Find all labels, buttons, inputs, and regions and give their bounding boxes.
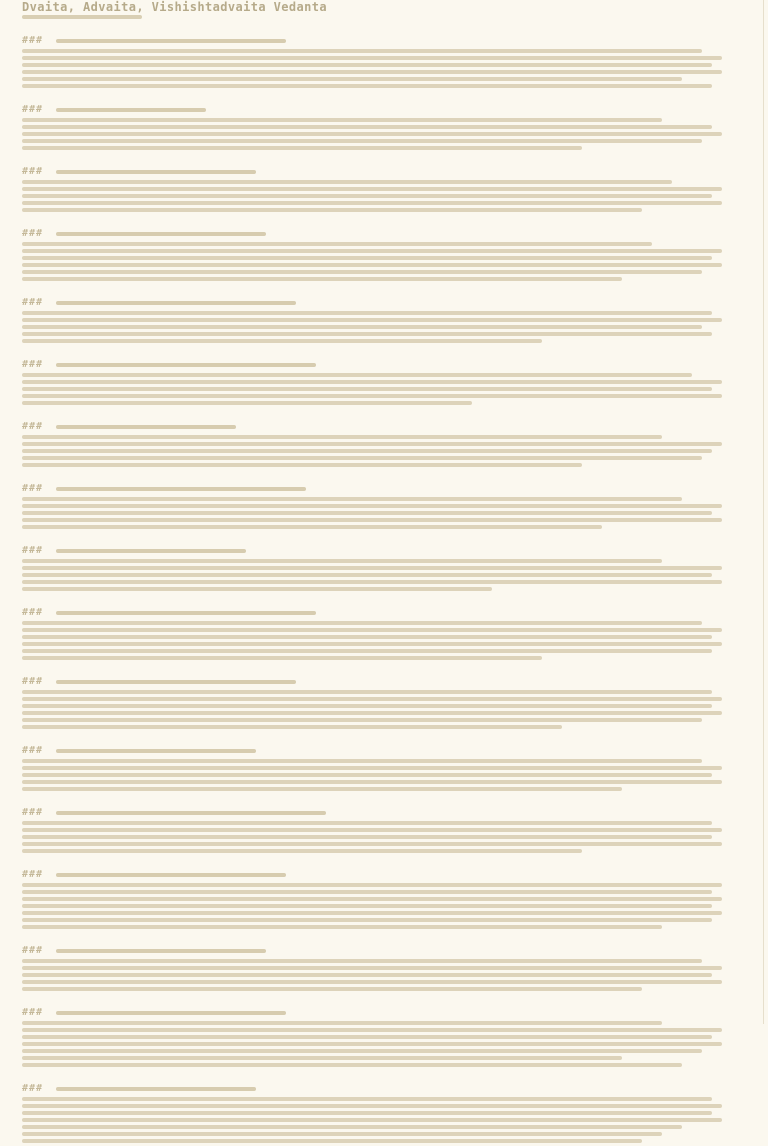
section-paragraph (22, 959, 722, 991)
illegible-text-line (22, 890, 712, 894)
heading-marker: ### (22, 483, 51, 494)
illegible-text-line (22, 518, 722, 522)
illegible-text-line (22, 711, 722, 715)
illegible-text-line (22, 401, 472, 405)
illegible-text-line (22, 339, 542, 343)
illegible-heading-text (56, 232, 266, 236)
illegible-text-line (22, 70, 722, 74)
section-paragraph (22, 118, 722, 150)
heading-marker: ### (22, 297, 51, 308)
illegible-text-line (22, 208, 642, 212)
illegible-text-line (22, 1035, 712, 1039)
illegible-text-line (22, 456, 702, 460)
section-heading (22, 808, 722, 817)
illegible-text-line (22, 966, 722, 970)
section-10 (22, 608, 722, 660)
illegible-text-line (22, 1132, 662, 1136)
illegible-text-line (22, 194, 712, 198)
heading-marker: ### (22, 228, 51, 239)
heading-marker: ### (22, 676, 51, 687)
illegible-text-line (22, 759, 702, 763)
illegible-text-line (22, 380, 722, 384)
illegible-text-line (22, 132, 722, 136)
illegible-text-line (22, 787, 622, 791)
illegible-heading-text (56, 425, 236, 429)
illegible-text-line (22, 146, 582, 150)
illegible-text-line (22, 559, 662, 563)
illegible-text-line (22, 980, 722, 984)
section-15 (22, 946, 722, 991)
illegible-text-line (22, 504, 722, 508)
section-paragraph (22, 180, 722, 212)
illegible-text-line (22, 387, 712, 391)
illegible-text-line (22, 63, 712, 67)
section-paragraph (22, 1097, 722, 1143)
section-heading (22, 36, 722, 45)
illegible-heading-text (56, 873, 286, 877)
illegible-text-line (22, 263, 722, 267)
illegible-text-line (22, 525, 602, 529)
illegible-text-line (22, 77, 682, 81)
illegible-text-line (22, 1028, 722, 1032)
illegible-text-line (22, 1097, 712, 1101)
section-14 (22, 870, 722, 929)
section-3 (22, 167, 722, 212)
illegible-text-line (22, 566, 722, 570)
illegible-text-line (22, 449, 712, 453)
heading-marker: ### (22, 607, 51, 618)
illegible-text-line (22, 270, 702, 274)
illegible-text-line (22, 642, 722, 646)
section-heading (22, 546, 722, 555)
illegible-text-line (22, 925, 662, 929)
section-13 (22, 808, 722, 853)
section-6 (22, 360, 722, 405)
illegible-text-line (22, 201, 722, 205)
section-11 (22, 677, 722, 729)
heading-marker: ### (22, 359, 51, 370)
section-7 (22, 422, 722, 467)
illegible-heading-text (56, 301, 296, 305)
illegible-heading-text (56, 680, 296, 684)
illegible-text-line (22, 56, 722, 60)
illegible-text-line (22, 987, 642, 991)
heading-marker: ### (22, 945, 51, 956)
section-paragraph (22, 311, 722, 343)
illegible-text-line (22, 187, 722, 191)
heading-marker: ### (22, 869, 51, 880)
illegible-text-line (22, 1021, 662, 1025)
section-heading (22, 1084, 722, 1093)
illegible-text-line (22, 277, 622, 281)
illegible-text-line (22, 656, 542, 660)
illegible-heading-text (56, 611, 316, 615)
illegible-text-line (22, 849, 582, 853)
illegible-text-line (22, 1118, 722, 1122)
heading-marker: ### (22, 104, 51, 115)
section-heading (22, 484, 722, 493)
heading-marker: ### (22, 1007, 51, 1018)
section-heading (22, 1008, 722, 1017)
illegible-text-line (22, 1125, 682, 1129)
illegible-text-line (22, 1139, 642, 1143)
section-paragraph (22, 497, 722, 529)
heading-marker: ### (22, 745, 51, 756)
section-heading (22, 167, 722, 176)
illegible-text-line (22, 635, 712, 639)
illegible-heading-text (56, 549, 246, 553)
illegible-text-line (22, 973, 712, 977)
illegible-heading-text (56, 487, 306, 491)
illegible-text-line (22, 773, 712, 777)
document-title: Dvaita, Advaita, Vishishtadvaita Vedanta (22, 0, 327, 14)
illegible-text-line (22, 697, 722, 701)
heading-marker: ### (22, 545, 51, 556)
section-16 (22, 1008, 722, 1067)
section-paragraph (22, 621, 722, 660)
section-heading (22, 298, 722, 307)
illegible-text-line (22, 49, 702, 53)
section-paragraph (22, 49, 722, 88)
illegible-text-line (22, 497, 682, 501)
section-12 (22, 746, 722, 791)
illegible-text-line (22, 821, 712, 825)
section-paragraph (22, 821, 722, 853)
section-heading (22, 677, 722, 686)
illegible-text-line (22, 918, 712, 922)
section-paragraph (22, 690, 722, 729)
illegible-text-line (22, 842, 722, 846)
illegible-text-line (22, 125, 712, 129)
illegible-text-line (22, 649, 712, 653)
section-paragraph (22, 883, 722, 929)
section-4 (22, 229, 722, 281)
section-heading (22, 422, 722, 431)
document-body (22, 2, 722, 1146)
section-2 (22, 105, 722, 150)
illegible-text-line (22, 118, 662, 122)
illegible-heading-text (56, 1011, 286, 1015)
section-heading (22, 360, 722, 369)
illegible-text-line (22, 1042, 722, 1046)
illegible-text-line (22, 725, 562, 729)
illegible-text-line (22, 828, 722, 832)
illegible-text-line (22, 1063, 682, 1067)
section-5 (22, 298, 722, 343)
section-heading (22, 946, 722, 955)
illegible-heading-text (56, 170, 256, 174)
illegible-text-line (22, 1049, 702, 1053)
section-paragraph (22, 559, 722, 591)
section-17 (22, 1084, 722, 1143)
illegible-text-line (22, 621, 702, 625)
document-sections (22, 36, 722, 1143)
section-paragraph (22, 242, 722, 281)
illegible-text-line (22, 883, 722, 887)
illegible-text-line (22, 332, 712, 336)
illegible-text-line (22, 766, 722, 770)
illegible-text-line (22, 628, 722, 632)
section-heading (22, 608, 722, 617)
heading-marker: ### (22, 421, 51, 432)
heading-marker: ### (22, 1083, 51, 1094)
illegible-text-line (22, 780, 722, 784)
heading-marker: ### (22, 807, 51, 818)
illegible-heading-text (56, 108, 206, 112)
illegible-text-line (22, 587, 492, 591)
illegible-heading-text (56, 811, 326, 815)
section-heading (22, 229, 722, 238)
illegible-heading-text (56, 363, 316, 367)
illegible-text-line (22, 690, 712, 694)
heading-marker: ### (22, 166, 51, 177)
illegible-text-line (22, 1111, 712, 1115)
section-paragraph (22, 759, 722, 791)
heading-marker: ### (22, 35, 51, 46)
illegible-text-line (22, 442, 722, 446)
illegible-text-line (22, 704, 712, 708)
section-heading (22, 746, 722, 755)
illegible-text-line (22, 511, 712, 515)
illegible-text-line (22, 911, 722, 915)
illegible-text-line (22, 897, 722, 901)
section-heading (22, 105, 722, 114)
section-paragraph (22, 373, 722, 405)
illegible-text-line (22, 373, 692, 377)
illegible-text-line (22, 242, 652, 246)
illegible-heading-text (56, 949, 266, 953)
section-heading (22, 870, 722, 879)
section-paragraph (22, 1021, 722, 1067)
illegible-text-line (22, 1104, 722, 1108)
illegible-text-line (22, 325, 702, 329)
illegible-text-line (22, 718, 702, 722)
illegible-text-line (22, 139, 702, 143)
illegible-heading-text (56, 39, 286, 43)
illegible-text-line (22, 463, 582, 467)
section-8 (22, 484, 722, 529)
illegible-text-line (22, 394, 722, 398)
illegible-text-line (22, 249, 722, 253)
illegible-text-line (22, 580, 722, 584)
illegible-text-line (22, 835, 712, 839)
illegible-text-line (22, 180, 672, 184)
illegible-text-line (22, 1056, 622, 1060)
illegible-text-line (22, 311, 712, 315)
section-paragraph (22, 435, 722, 467)
illegible-text-line (22, 256, 712, 260)
section-1 (22, 36, 722, 88)
section-9 (22, 546, 722, 591)
illegible-heading-text (56, 749, 256, 753)
title-continuation (22, 15, 142, 19)
illegible-text-line (22, 435, 662, 439)
illegible-text-line (22, 904, 712, 908)
illegible-text-line (22, 959, 702, 963)
illegible-text-line (22, 84, 712, 88)
illegible-text-line (22, 573, 712, 577)
illegible-heading-text (56, 1087, 256, 1091)
illegible-text-line (22, 318, 722, 322)
